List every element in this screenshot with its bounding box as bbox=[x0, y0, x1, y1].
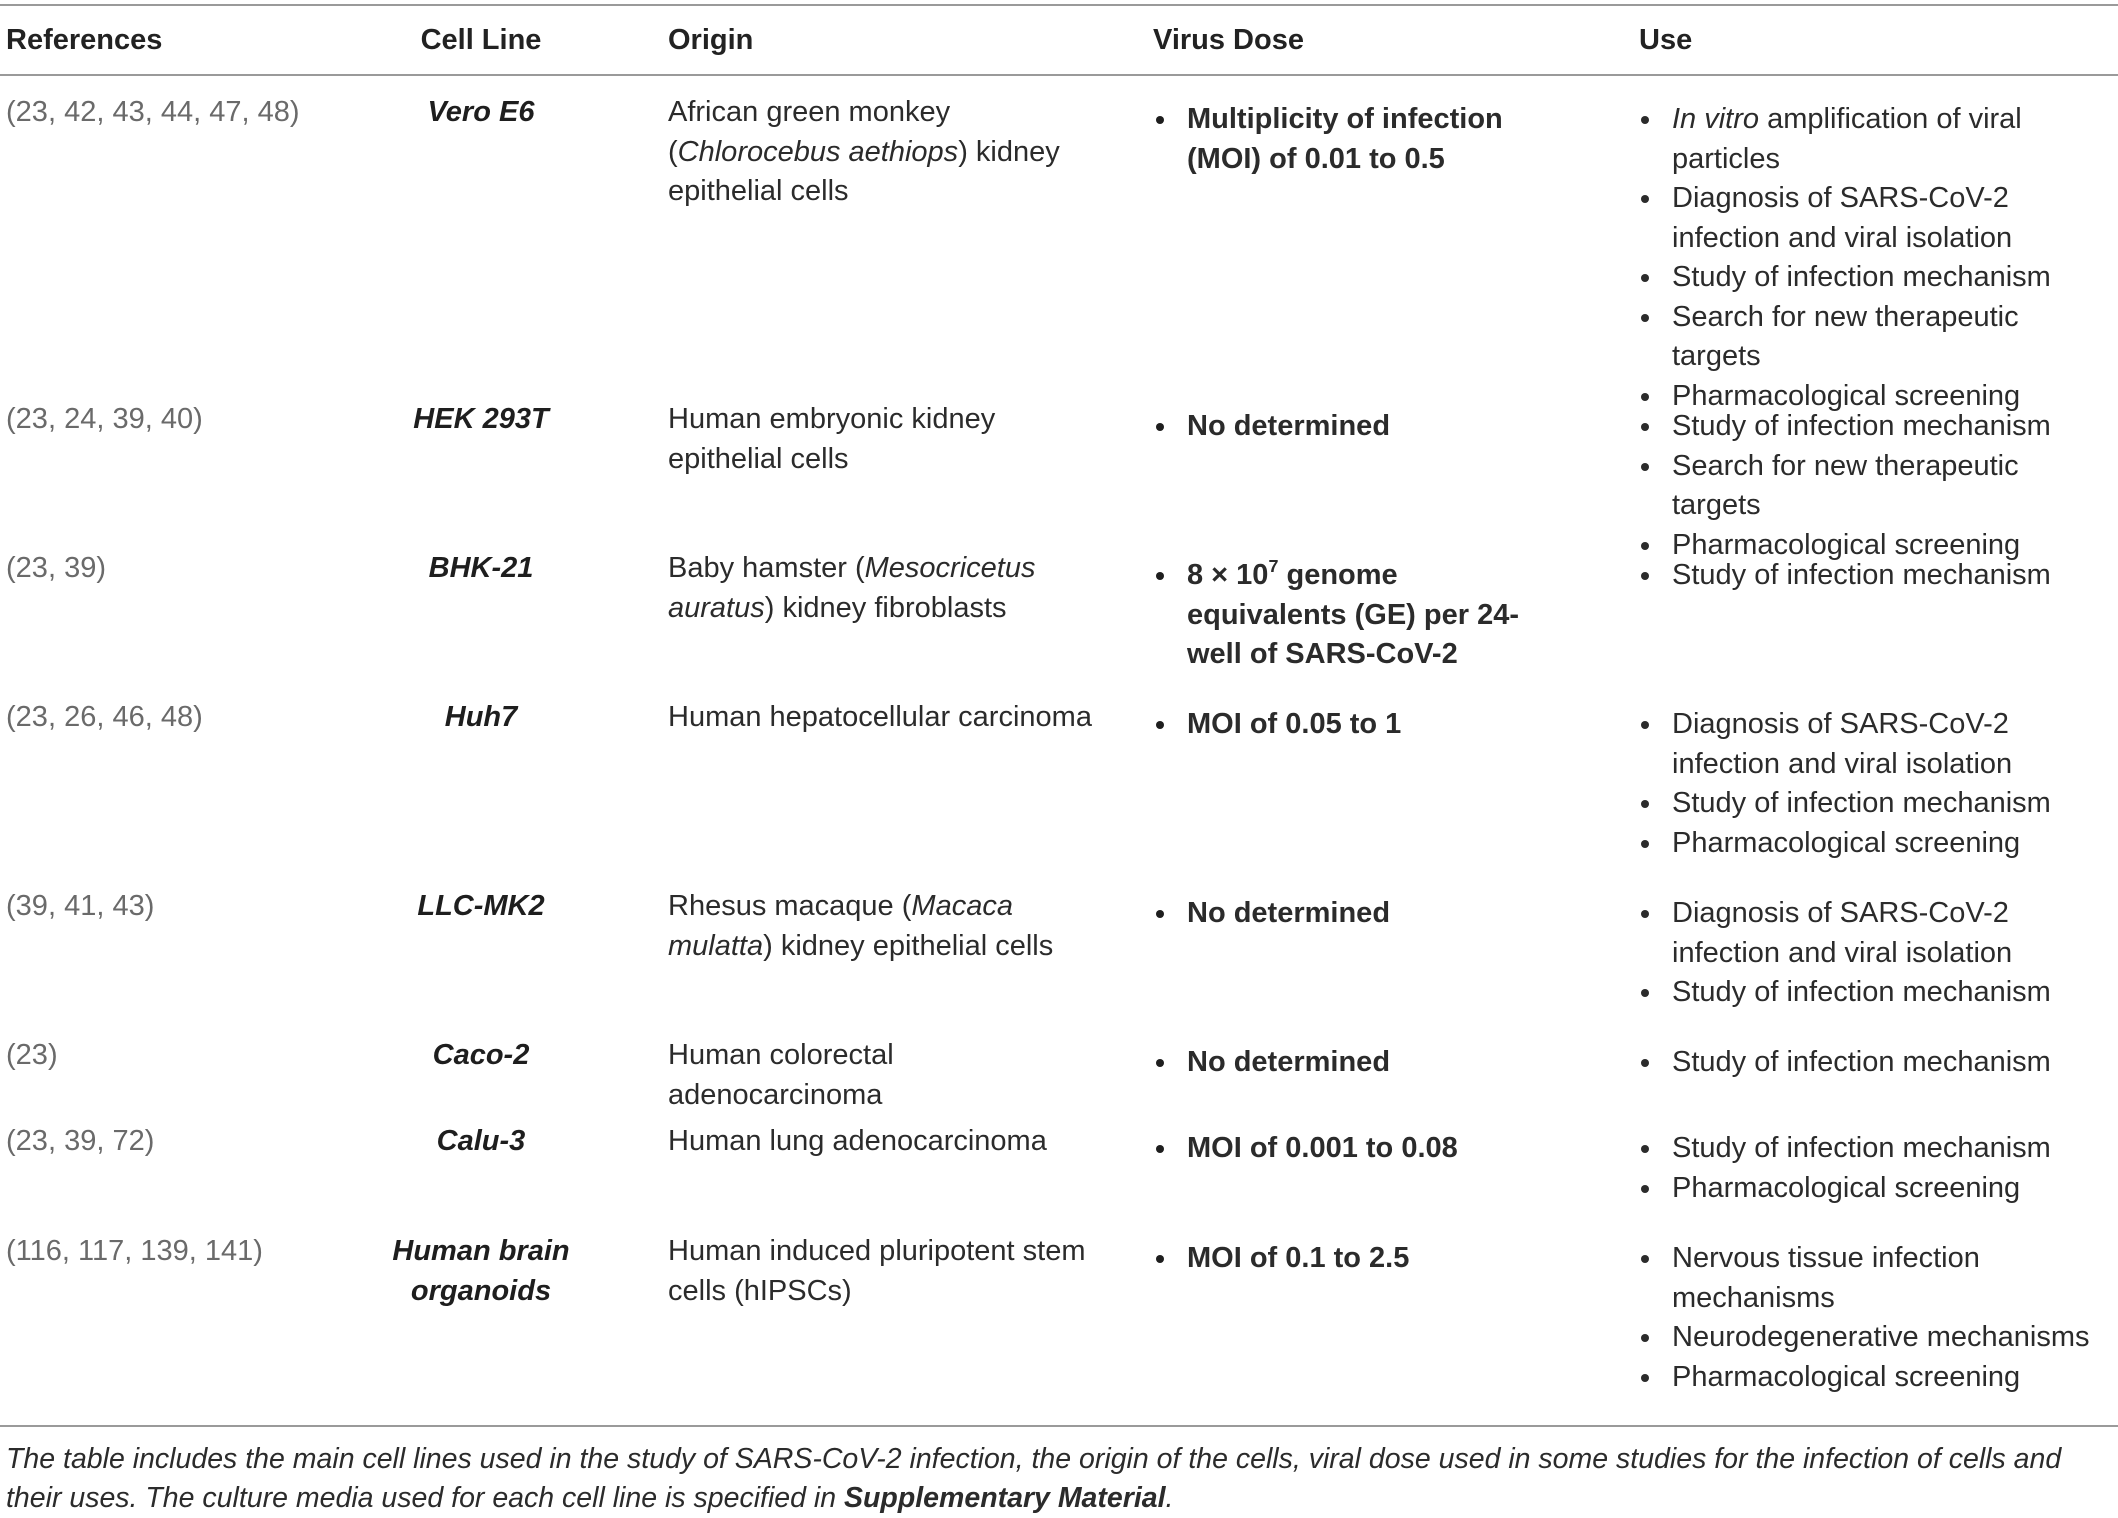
use-item: Search for new therapeutic targets bbox=[1635, 447, 2115, 526]
use-item: Study of infection mechanism bbox=[1635, 407, 2115, 447]
reference-number[interactable]: 41 bbox=[64, 890, 97, 922]
header-cell-line: Cell Line bbox=[420, 24, 542, 56]
reference-number[interactable]: 46 bbox=[112, 701, 145, 733]
caption-end: . bbox=[1165, 1482, 1174, 1514]
use-item: Study of infection mechanism bbox=[1635, 784, 2115, 824]
origin-species: Mesocricetus auratus bbox=[668, 552, 1036, 624]
row-use bbox=[1635, 705, 2115, 863]
row-origin: Rhesus macaque (Macaca mulatta) kidney epithelial cells bbox=[668, 890, 1054, 962]
dose-item: MOI of 0.05 to 1 bbox=[1150, 705, 1550, 745]
row-virus-dose bbox=[1150, 894, 1550, 934]
reference-number[interactable]: 24 bbox=[64, 403, 97, 435]
use-list bbox=[1635, 1239, 2115, 1397]
header-origin: Origin bbox=[668, 24, 754, 56]
reference-number[interactable]: 48 bbox=[257, 96, 290, 128]
reference-number[interactable]: 44 bbox=[160, 96, 194, 128]
row-origin: Human induced pluripotent stem cells (hIPSCs) bbox=[668, 1235, 1086, 1307]
use-list bbox=[1635, 100, 2115, 416]
row-origin: Baby hamster (Mesocricetus auratus) kidney fibroblasts bbox=[668, 552, 1036, 624]
use-item: Nervous tissue infection mechanisms bbox=[1635, 1239, 2115, 1318]
reference-number[interactable]: 23 bbox=[15, 403, 48, 435]
reference-number[interactable]: 39 bbox=[112, 403, 145, 435]
dose-list bbox=[1150, 1129, 1550, 1169]
dose-item: No determined bbox=[1150, 894, 1550, 934]
reference-number[interactable]: 139 bbox=[140, 1235, 189, 1267]
dose-list bbox=[1150, 100, 1550, 179]
use-item: In vitro amplification of viral particles bbox=[1635, 100, 2115, 179]
row-use bbox=[1635, 1043, 2115, 1083]
row-references: (39, 41, 43) bbox=[6, 890, 155, 922]
use-item: Study of infection mechanism bbox=[1635, 258, 2115, 298]
use-item: Pharmacological screening bbox=[1635, 824, 2115, 864]
row-cell-line: Caco-2 bbox=[432, 1039, 530, 1071]
row-use bbox=[1635, 100, 2115, 416]
reference-number[interactable]: 72 bbox=[112, 1125, 145, 1157]
dose-list bbox=[1150, 407, 1550, 447]
caption-text: The table includes the main cell lines used in the study of SARS-CoV-2 infection, the origin of the cells, viral dose used in some studies for the infection of cells and their uses. The culture media used for each cell line is specified in bbox=[6, 1443, 2062, 1514]
use-item: Diagnosis of SARS-CoV-2 infection and viral isolation bbox=[1635, 179, 2115, 258]
reference-number[interactable]: 47 bbox=[209, 96, 242, 128]
row-use bbox=[1635, 1129, 2115, 1208]
dose-item: Multiplicity of infection (MOI) of 0.01 to 0.5 bbox=[1150, 100, 1550, 179]
row-origin: African green monkey (Chlorocebus aethiops) kidney epithelial cells bbox=[668, 96, 1060, 207]
table-bottom-rule bbox=[0, 1425, 2118, 1427]
dose-item: $8 \times 10^7$ genome equivalents (GE) per 24-well of SARS-CoV-2 bbox=[1150, 556, 1550, 675]
use-item: Diagnosis of SARS-CoV-2 infection and viral isolation bbox=[1635, 894, 2115, 973]
reference-number[interactable]: 42 bbox=[64, 96, 97, 128]
row-origin: Human embryonic kidney epithelial cells bbox=[668, 403, 996, 475]
dose-list bbox=[1150, 894, 1550, 934]
row-cell-line: Human brain organoids bbox=[392, 1235, 570, 1307]
row-cell-line: Vero E6 bbox=[427, 96, 535, 128]
row-use bbox=[1635, 1239, 2115, 1397]
use-list bbox=[1635, 1043, 2115, 1083]
header-use: Use bbox=[1639, 24, 1693, 56]
row-virus-dose bbox=[1150, 1239, 1550, 1279]
use-item: Pharmacological screening bbox=[1635, 1358, 2115, 1398]
use-list bbox=[1635, 705, 2115, 863]
row-use bbox=[1635, 894, 2115, 1013]
reference-number[interactable]: 23 bbox=[15, 552, 48, 584]
reference-number[interactable]: 26 bbox=[64, 701, 97, 733]
use-item: Study of infection mechanism bbox=[1635, 973, 2115, 1013]
table-top-rule bbox=[0, 4, 2118, 6]
dose-list bbox=[1150, 1043, 1550, 1083]
row-cell-line: HEK 293T bbox=[413, 403, 549, 435]
row-use bbox=[1635, 407, 2115, 565]
dose-item: MOI of 0.001 to 0.08 bbox=[1150, 1129, 1550, 1169]
use-item: Study of infection mechanism bbox=[1635, 556, 2115, 596]
row-virus-dose bbox=[1150, 407, 1550, 447]
row-cell-line: BHK-21 bbox=[428, 552, 534, 584]
row-virus-dose bbox=[1150, 1043, 1550, 1083]
use-item: Pharmacological screening bbox=[1635, 526, 2115, 566]
reference-number[interactable]: 39 bbox=[64, 1125, 97, 1157]
use-list bbox=[1635, 894, 2115, 1013]
reference-number[interactable]: 43 bbox=[112, 890, 145, 922]
reference-number[interactable]: 39 bbox=[15, 890, 48, 922]
reference-number[interactable]: 39 bbox=[64, 552, 97, 584]
reference-number[interactable]: 23 bbox=[15, 701, 48, 733]
row-references: (23, 42, 43, 44, 47, 48) bbox=[6, 96, 300, 128]
row-origin: Human colorectal adenocarcinoma bbox=[668, 1039, 894, 1111]
use-list bbox=[1635, 1129, 2115, 1208]
use-item: Pharmacological screening bbox=[1635, 1169, 2115, 1209]
header-virus-dose: Virus Dose bbox=[1153, 24, 1304, 56]
reference-number[interactable]: 141 bbox=[204, 1235, 254, 1267]
row-origin: Human lung adenocarcinoma bbox=[668, 1125, 1047, 1157]
dose-item: No determined bbox=[1150, 407, 1550, 447]
use-item: Diagnosis of SARS-CoV-2 infection and viral isolation bbox=[1635, 705, 2115, 784]
row-references: (23, 39) bbox=[6, 552, 106, 584]
dose-exponent: 7 bbox=[1268, 556, 1279, 577]
row-references: (23, 39, 72) bbox=[6, 1125, 155, 1157]
reference-number[interactable]: 23 bbox=[15, 1039, 48, 1071]
row-references: (23, 26, 46, 48) bbox=[6, 701, 203, 733]
reference-number[interactable]: 40 bbox=[160, 403, 194, 435]
row-origin: Human hepatocellular carcinoma bbox=[668, 701, 1092, 733]
origin-species: Macaca mulatta bbox=[668, 890, 1013, 962]
reference-number[interactable]: 48 bbox=[160, 701, 194, 733]
reference-number[interactable]: 116 bbox=[15, 1235, 62, 1267]
use-item: Pharmacological screening bbox=[1635, 377, 2115, 417]
row-virus-dose bbox=[1150, 1129, 1550, 1169]
caption-bold-link: Supplementary Material bbox=[844, 1482, 1166, 1514]
row-use bbox=[1635, 556, 2115, 596]
row-virus-dose bbox=[1150, 705, 1550, 745]
use-item: Search for new therapeutic targets bbox=[1635, 298, 2115, 377]
dose-list bbox=[1150, 705, 1550, 745]
reference-number[interactable]: 43 bbox=[112, 96, 145, 128]
use-list bbox=[1635, 407, 2115, 565]
use-italic-term: In vitro bbox=[1672, 103, 1760, 135]
use-item: Study of infection mechanism bbox=[1635, 1043, 2115, 1083]
header-references: References bbox=[6, 24, 163, 56]
origin-species: Chlorocebus aethiops bbox=[677, 135, 959, 168]
row-cell-line: Huh7 bbox=[444, 701, 518, 733]
row-cell-line: Calu-3 bbox=[436, 1125, 526, 1157]
table-caption bbox=[6, 1440, 2111, 1518]
use-item: Neurodegenerative mechanisms bbox=[1635, 1318, 2115, 1358]
header-rule bbox=[0, 74, 2118, 76]
row-references: (23, 24, 39, 40) bbox=[6, 403, 203, 435]
dose-list bbox=[1150, 556, 1550, 675]
reference-number[interactable]: 23 bbox=[15, 96, 48, 128]
reference-number[interactable]: 117 bbox=[78, 1235, 125, 1267]
dose-list bbox=[1150, 1239, 1550, 1279]
dose-item: MOI of 0.1 to 2.5 bbox=[1150, 1239, 1550, 1279]
row-cell-line: LLC-MK2 bbox=[417, 890, 545, 922]
use-list bbox=[1635, 556, 2115, 596]
dose-item: No determined bbox=[1150, 1043, 1550, 1083]
reference-number[interactable]: 23 bbox=[15, 1125, 48, 1157]
use-item: Study of infection mechanism bbox=[1635, 1129, 2115, 1169]
row-virus-dose bbox=[1150, 556, 1550, 675]
row-references: (23) bbox=[6, 1039, 58, 1071]
row-virus-dose bbox=[1150, 100, 1550, 179]
row-references: (116, 117, 139, 141) bbox=[6, 1235, 263, 1267]
